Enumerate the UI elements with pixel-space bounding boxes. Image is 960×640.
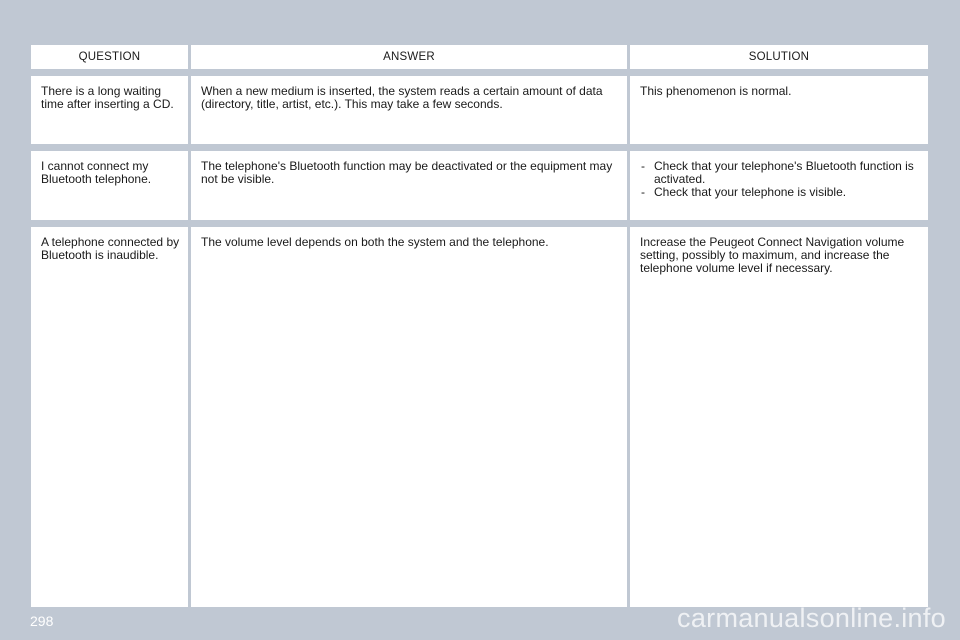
row2-question: I cannot connect my Bluetooth telephone.	[31, 151, 188, 220]
header-answer: ANSWER	[191, 45, 627, 69]
row2-solution-item: - Check that your telephone's Bluetooth function is activated.	[640, 160, 924, 186]
header-question: QUESTION	[31, 45, 188, 69]
row1-question: There is a long waiting time after inserting a CD.	[31, 76, 188, 144]
row2-solution	[630, 151, 928, 220]
page-number: 298	[30, 613, 54, 629]
row2-solution-list	[640, 160, 924, 199]
row1-answer: When a new medium is inserted, the system reads a certain amount of data (directory, title, artist, etc.). This may take a few seconds.	[191, 76, 627, 144]
row3-question: A telephone connected by Bluetooth is inaudible.	[31, 227, 188, 607]
row3-answer: The volume level depends on both the system and the telephone.	[191, 227, 627, 607]
row2-solution-item: - Check that your telephone is visible.	[640, 186, 924, 199]
watermark: carmanualsonline.info	[677, 603, 946, 633]
row2-answer: The telephone's Bluetooth function may be deactivated or the equipment may not be visible.	[191, 151, 627, 220]
header-solution: SOLUTION	[630, 45, 928, 69]
row1-solution: This phenomenon is normal.	[630, 76, 928, 144]
row3-solution: Increase the Peugeot Connect Navigation volume setting, possibly to maximum, and increase the telephone volume level if necessary.	[630, 227, 928, 607]
